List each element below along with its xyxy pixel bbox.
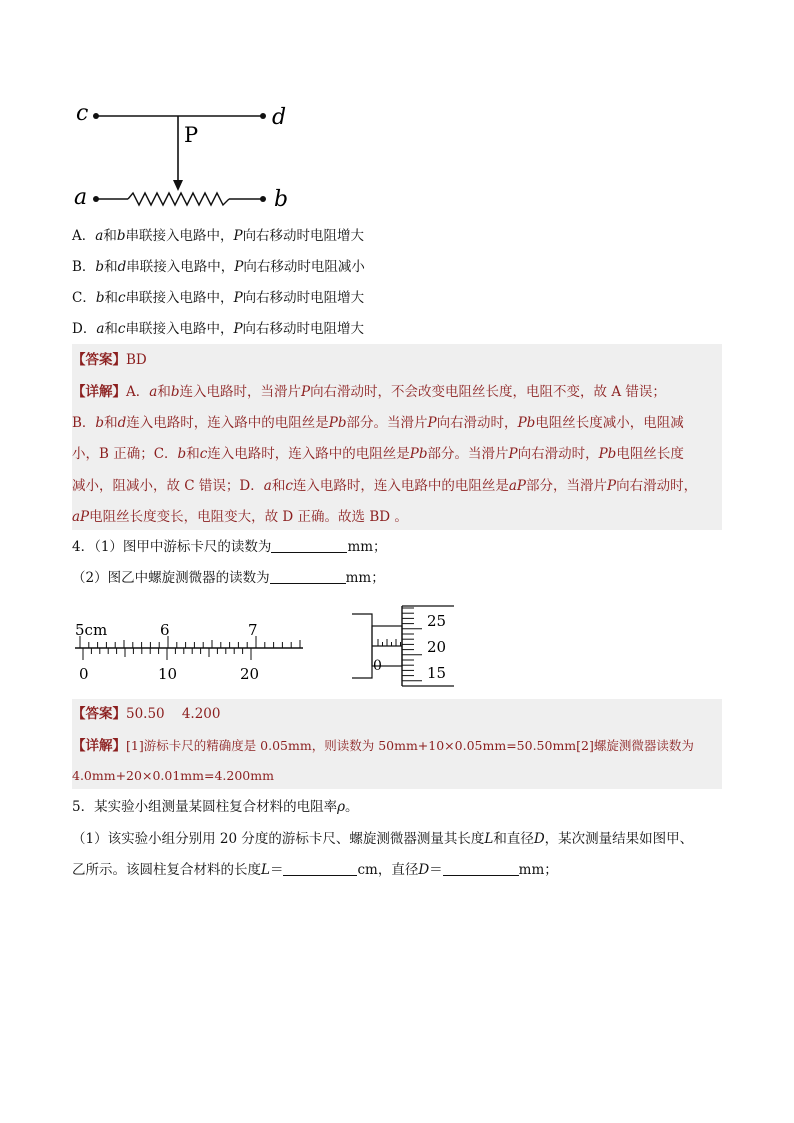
q4-detail-line-2: 4.0mm+20×0.01mm=4.200mm — [72, 768, 274, 783]
q5-blank-length[interactable] — [283, 861, 357, 876]
option-a: A．a和b串联接入电路中，P向右移动时电阻增大 — [72, 228, 365, 244]
label-b: b — [274, 187, 289, 212]
micrometer-figure — [348, 602, 458, 690]
caliper-vernier-10: 10 — [158, 665, 178, 683]
q5-title: 5．某实验小组测量某圆柱复合材料的电阻率ρ。 — [72, 799, 359, 815]
q3-answer-box — [72, 344, 722, 530]
micrometer-label-25: 25 — [427, 612, 447, 630]
label-d: d — [272, 105, 287, 130]
q3-detail-line-4: 减小，阻减小，故 C 错误；D．a和c连入电路时，连入电路中的电阻丝是aP部分，当滑片P向右滑动时， — [72, 478, 698, 494]
q3-detail-line-3: 小，B 正确；C．b和c连入电路时，连入路中的电阻丝是Pb部分。当滑片P向右滑动时，Pb电阻丝长度 — [72, 446, 684, 462]
q4-blank-1[interactable] — [271, 538, 347, 553]
q5-blank-diameter[interactable] — [443, 861, 519, 876]
rheostat-figure — [70, 96, 300, 214]
caliper-vernier-0: 0 — [79, 665, 89, 683]
option-d: D．a和c串联接入电路中，P向右移动时电阻增大 — [72, 321, 365, 337]
caliper-label-5cm: 5cm — [75, 621, 108, 639]
micrometer-label-15: 15 — [427, 664, 447, 682]
q4-answer: 【答案】50.50 4.200 — [72, 706, 221, 722]
q3-detail-line-5: aP电阻丝长度变长，电阻变大，故 D 正确。故选 BD 。 — [72, 509, 408, 525]
q3-answer: 【答案】BD — [72, 352, 147, 368]
option-c: C．b和c串联接入电路中，P向右移动时电阻增大 — [72, 290, 365, 306]
caliper-main-ticks — [80, 636, 300, 648]
q5-part1-line2: 乙所示。该圆柱复合材料的长度L＝ cm，直径D＝ mm； — [72, 862, 558, 878]
micrometer-label-20: 20 — [427, 638, 447, 656]
label-a: a — [74, 185, 88, 210]
caliper-label-6: 6 — [160, 621, 170, 639]
q4-blank-2[interactable] — [270, 569, 346, 584]
label-p: P — [184, 123, 199, 147]
micrometer-thimble-ticks — [402, 608, 422, 686]
micrometer-sleeve-ticks — [378, 639, 401, 646]
q4-part2: （2）图乙中螺旋测微器的读数为 mm； — [72, 570, 385, 586]
caliper-vernier-ticks — [83, 648, 251, 660]
option-b: B．b和d串联接入电路中，P向右移动时电阻减小 — [72, 259, 365, 275]
q3-detail-line-1: 【详解】A．a和b连入电路时，当滑片P向右滑动时，不会改变电阻丝长度，电阻不变，故 A 错误； — [72, 384, 666, 400]
q4-part1: 4．（1）图甲中游标卡尺的读数为 mm； — [72, 539, 387, 555]
label-c: c — [76, 101, 89, 126]
q5-part1-line1: （1）该实验小组分别用 20 分度的游标卡尺、螺旋测微器测量其长度L和直径D，某次测量结果如图甲、 — [72, 831, 694, 847]
q3-detail-line-2: B．b和d连入电路时，连入路中的电阻丝是Pb部分。当滑片P向右滑动时，Pb电阻丝长度减小，电阻减 — [72, 415, 684, 431]
micrometer-sleeve-0: 0 — [373, 658, 382, 674]
vernier-caliper-figure — [70, 615, 310, 687]
q4-detail-line-1: 【详解】[1]游标卡尺的精确度是 0.05mm，则读数为 50mm+10×0.05mm=50.50mm[2]螺旋测微器读数为 — [72, 738, 694, 754]
caliper-vernier-20: 20 — [240, 665, 260, 683]
caliper-label-7: 7 — [248, 621, 258, 639]
